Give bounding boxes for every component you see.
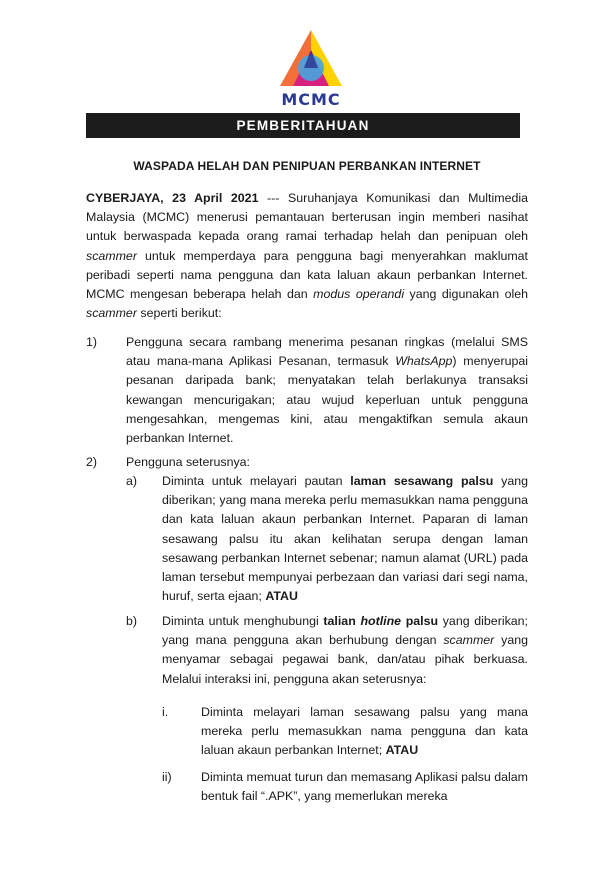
mcmc-logo bbox=[266, 28, 356, 109]
item-2a-text bbox=[162, 472, 528, 606]
item-term: WhatsApp bbox=[395, 354, 453, 369]
item-term: scammer bbox=[443, 633, 495, 648]
item-text: ) menyerupai pesanan daripada bank; menyatakan telah berlakunya transaksi kewangan mencurigakan; atau wujud keperluan untuk pengguna mengesahkan, mengemas kini, atau mengaktifkan semula akaun perbankan Internet. bbox=[126, 354, 528, 446]
item-1-text bbox=[126, 333, 528, 448]
item-text: Diminta untuk menghubungi bbox=[162, 614, 324, 628]
item-bold: laman sesawang palsu bbox=[350, 474, 494, 488]
intro-paragraph bbox=[86, 189, 528, 323]
item-1-number: 1) bbox=[86, 335, 98, 349]
mcmc-logo-text: MCMC bbox=[281, 90, 341, 109]
item-text: Diminta melayari laman sesawang palsu yang mana mereka perlu memasukkan nama pengguna dan kata laluan akaun perbankan Internet; bbox=[201, 705, 528, 758]
item-2a-label: a) bbox=[126, 474, 138, 488]
item-2b-ii-label: ii) bbox=[162, 770, 172, 784]
notice-title: WASPADA HELAH DAN PENIPUAN PERBANKAN INTERNET bbox=[133, 159, 481, 173]
intro-term: scammer bbox=[86, 248, 137, 263]
intro-term: scammer bbox=[86, 306, 137, 321]
item-2b-text bbox=[162, 612, 528, 689]
item-text: Pengguna secara rambang menerima pesanan ringkas (melalui SMS atau mana-mana Aplikasi Pesanan, termasuk bbox=[126, 335, 528, 369]
item-2-text: Pengguna seterusnya: bbox=[126, 455, 250, 469]
item-text: yang diberikan; yang mana mereka perlu memasukkan nama pengguna dan kata laluan akaun perbankan Internet. Paparan di laman sesawang palsu itu akan kelihatan serupa dengan laman sesawang perbankan Internet sebenar; namun alamat (URL) pada laman tersebut mempunyai perbezaan dan variasi dari segi nama, huruf, serta ejaan; bbox=[162, 474, 528, 604]
intro-text: Suruhanjaya Komunikasi dan Multimedia Malaysia (MCMC) menerusi pemantauan berterusan ingin memberi nasihat untuk berwaspada kepada orang ramai terhadap helah dan penipuan oleh bbox=[86, 191, 528, 244]
item-2b-i-text bbox=[201, 703, 528, 761]
intro-term: modus operandi bbox=[313, 287, 405, 302]
item-bold: palsu bbox=[401, 614, 439, 628]
item-text: yang menyamar sebagai pegawai bank, dan/atau pihak berkuasa. Melalui interaksi ini, pengguna akan seterusnya: bbox=[162, 633, 528, 686]
mcmc-triangle-icon bbox=[266, 28, 356, 90]
intro-text: seperti berikut: bbox=[136, 306, 222, 321]
notice-banner: PEMBERITAHUAN bbox=[86, 113, 520, 138]
item-bold-italic: hotline bbox=[360, 614, 402, 628]
item-2b-i-label: i. bbox=[162, 705, 169, 719]
item-text: yang diberikan; yang mana pengguna akan berhubung dengan bbox=[162, 614, 528, 648]
intro-text: untuk memperdaya para pengguna bagi menyerahkan maklumat peribadi seperti nama pengguna dan kata laluan akaun perbankan Internet. MCMC mengesan beberapa helah dan bbox=[86, 248, 528, 302]
item-2-number: 2) bbox=[86, 455, 98, 469]
item-2b-ii-text: Diminta memuat turun dan memasang Aplikasi palsu dalam bentuk fail “.APK”, yang memerlukan mereka bbox=[201, 770, 528, 804]
dateline: CYBERJAYA, 23 April 2021 bbox=[86, 191, 259, 205]
item-bold: talian bbox=[323, 614, 361, 628]
atau-keyword: ATAU bbox=[265, 589, 298, 604]
intro-text: yang digunakan oleh bbox=[404, 287, 529, 302]
atau-keyword: ATAU bbox=[385, 743, 419, 758]
dateline-separator: --- bbox=[258, 191, 289, 205]
item-text: Diminta untuk melayari pautan bbox=[162, 474, 351, 488]
item-2b-label: b) bbox=[126, 614, 138, 628]
